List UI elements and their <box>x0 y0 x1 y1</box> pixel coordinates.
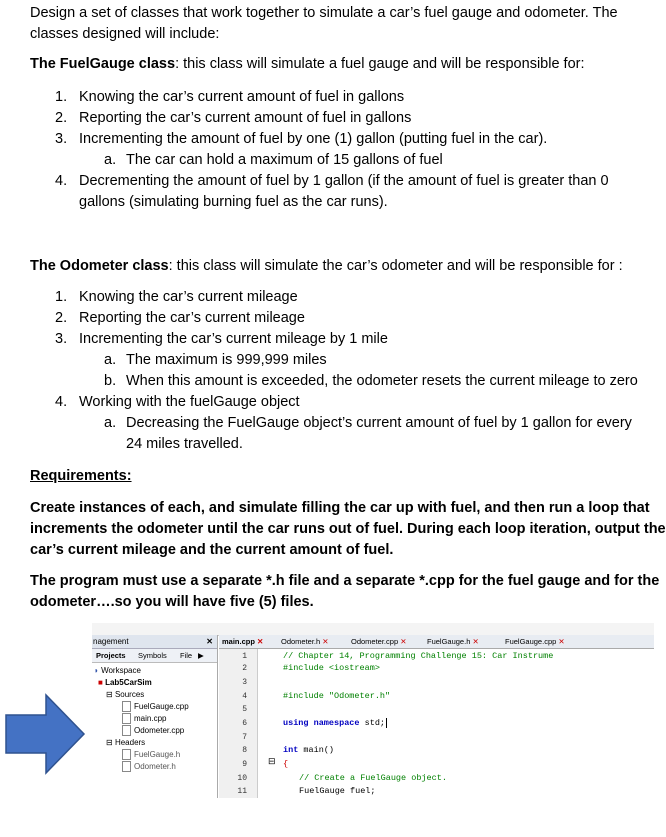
tree-label: Sources <box>114 690 145 699</box>
text-cursor <box>386 718 387 728</box>
code-line[interactable]: using namespace std; <box>283 718 386 728</box>
panel-header <box>92 635 217 649</box>
project-panel <box>92 635 218 798</box>
list-item: Knowing the car’s current mileage <box>79 289 298 305</box>
tab-fuelgauge-cpp[interactable]: FuelGauge.cpp ✕ <box>505 637 565 646</box>
requirement-line: odometer….so you will have five (5) files. <box>30 594 314 610</box>
list-item-continuation: gallons (simulating burning fuel as the car runs). <box>79 194 388 210</box>
list-item: Decrementing the amount of fuel by 1 gallon (if the amount of fuel is greater than 0 <box>79 173 609 189</box>
list-letter: b. <box>104 373 117 389</box>
close-icon[interactable]: ✕ <box>257 637 264 646</box>
odometer-class-name: The Odometer class <box>30 258 169 274</box>
fuelgauge-heading <box>30 54 585 75</box>
line-number: 8 <box>242 746 247 755</box>
list-number: 1. <box>55 289 68 305</box>
line-number: 9 <box>242 760 247 769</box>
fold-icon[interactable]: ⊟ <box>268 756 276 766</box>
tree-file[interactable]: FuelGauge.h <box>122 749 180 760</box>
panel-title: nagement <box>93 637 129 646</box>
chevron-right-icon[interactable]: ▶ <box>198 651 204 660</box>
requirements-heading <box>30 466 132 487</box>
file-icon <box>122 761 131 772</box>
tab-symbols[interactable]: Symbols <box>138 651 167 660</box>
code-line[interactable]: // Create a FuelGauge object. <box>299 773 447 783</box>
panel-tabs <box>92 649 217 663</box>
list-number: 1. <box>55 89 68 105</box>
code-line[interactable]: int main() <box>283 745 335 755</box>
fuelgauge-class-name: The FuelGauge class <box>30 56 176 72</box>
tree-file[interactable]: Odometer.cpp <box>122 725 184 736</box>
line-number: 4 <box>242 692 247 701</box>
list-item: The car can hold a maximum of 15 gallons of fuel <box>126 152 443 168</box>
close-icon[interactable]: ✕ <box>206 637 213 646</box>
code-line[interactable]: { <box>283 759 289 769</box>
right-arrow-icon <box>4 693 86 775</box>
list-letter: a. <box>104 152 117 168</box>
file-icon <box>122 713 131 724</box>
close-icon[interactable]: ✕ <box>322 637 329 646</box>
tree-file[interactable]: main.cpp <box>122 713 166 724</box>
close-icon[interactable]: ✕ <box>400 637 407 646</box>
list-item: Incrementing the car’s current mileage by 1 mile <box>79 331 388 347</box>
tree-label: Headers <box>114 738 146 747</box>
folder-icon: ⊟ <box>106 738 113 747</box>
list-item-continuation: 24 miles travelled. <box>126 436 243 452</box>
list-item: Reporting the car’s current mileage <box>79 310 305 326</box>
line-number: 2 <box>242 664 247 673</box>
odometer-heading <box>30 256 623 277</box>
tree-project[interactable] <box>98 677 152 688</box>
requirement-line: increments the odometer until the car runs out of fuel. During each loop iteration, output the <box>30 521 666 537</box>
list-number: 3. <box>55 331 68 347</box>
list-letter: a. <box>104 415 117 431</box>
code-line[interactable]: // Chapter 14, Programming Challenge 15: Car Instrume <box>283 651 554 661</box>
list-item: Knowing the car’s current amount of fuel in gallons <box>79 89 405 105</box>
list-item: Working with the fuelGauge object <box>79 394 300 410</box>
tree-headers-folder[interactable] <box>106 737 145 748</box>
tab-projects[interactable]: Projects <box>96 651 126 660</box>
line-number: 1 <box>242 652 247 661</box>
tab-odometer-h[interactable]: Odometer.h ✕ <box>281 637 329 646</box>
code-line[interactable]: #include <iostream> <box>283 663 380 673</box>
file-icon <box>122 725 131 736</box>
fuelgauge-desc: : this class will simulate a fuel gauge and will be responsible for: <box>175 56 585 72</box>
list-number: 4. <box>55 173 68 189</box>
odometer-desc: : this class will simulate the car’s odometer and will be responsible for : <box>168 258 623 274</box>
code-editor <box>219 635 654 798</box>
file-icon <box>122 701 131 712</box>
list-number: 4. <box>55 394 68 410</box>
close-icon[interactable]: ✕ <box>558 637 565 646</box>
tree-sources-folder[interactable] <box>106 689 144 700</box>
requirement-line: Create instances of each, and simulate filling the car up with fuel, and then run a loop that <box>30 500 650 516</box>
code-line[interactable]: #include "Odometer.h" <box>283 691 391 701</box>
ide-screenshot <box>92 623 654 798</box>
list-item: The maximum is 999,999 miles <box>126 352 327 368</box>
list-number: 3. <box>55 131 68 147</box>
line-number: 3 <box>242 678 247 687</box>
tab-odometer-cpp[interactable]: Odometer.cpp ✕ <box>351 637 407 646</box>
list-item: Incrementing the amount of fuel by one (1) gallon (putting fuel in the car). <box>79 131 548 147</box>
line-number-gutter <box>219 649 258 798</box>
line-number: 5 <box>242 705 247 714</box>
tab-main-cpp[interactable]: main.cpp ✕ <box>222 637 264 646</box>
tree-label: Workspace <box>101 666 141 675</box>
list-item: Decreasing the FuelGauge object’s current amount of fuel by 1 gallon for every <box>126 415 632 431</box>
tree-file[interactable]: Odometer.h <box>122 761 176 772</box>
line-number: 10 <box>237 774 247 783</box>
intro-paragraph: Design a set of classes that work together to simulate a car’s fuel gauge and odometer. The classes designed will include: <box>30 5 618 42</box>
tree-workspace[interactable] <box>94 665 141 676</box>
line-number: 7 <box>242 733 247 742</box>
line-number: 11 <box>237 787 247 796</box>
tab-fuelgauge-h[interactable]: FuelGauge.h ✕ <box>427 637 479 646</box>
requirement-line: The program must use a separate *.h file and a separate *.cpp for the fuel gauge and for the <box>30 573 660 589</box>
tab-file[interactable]: File <box>180 651 193 660</box>
project-icon: ■ <box>98 678 103 687</box>
requirements-heading-text: Requirements: <box>30 468 132 484</box>
requirement-line: car’s current mileage and the current amount of fuel. <box>30 542 394 558</box>
line-number: 6 <box>242 719 247 728</box>
list-item: When this amount is exceeded, the odometer resets the current mileage to zero <box>126 373 638 389</box>
list-letter: a. <box>104 352 117 368</box>
tree-file[interactable]: FuelGauge.cpp <box>122 701 189 712</box>
editor-tabs <box>219 635 654 649</box>
list-item: Reporting the car’s current amount of fuel in gallons <box>79 110 412 126</box>
close-icon[interactable]: ✕ <box>472 637 479 646</box>
folder-icon: ⊟ <box>106 690 113 699</box>
list-number: 2. <box>55 310 68 326</box>
tree-label: Lab5CarSim <box>105 678 152 687</box>
workspace-icon: ◗ <box>94 666 99 675</box>
list-number: 2. <box>55 110 68 126</box>
file-icon <box>122 749 131 760</box>
code-line[interactable]: FuelGauge fuel; <box>299 786 376 796</box>
